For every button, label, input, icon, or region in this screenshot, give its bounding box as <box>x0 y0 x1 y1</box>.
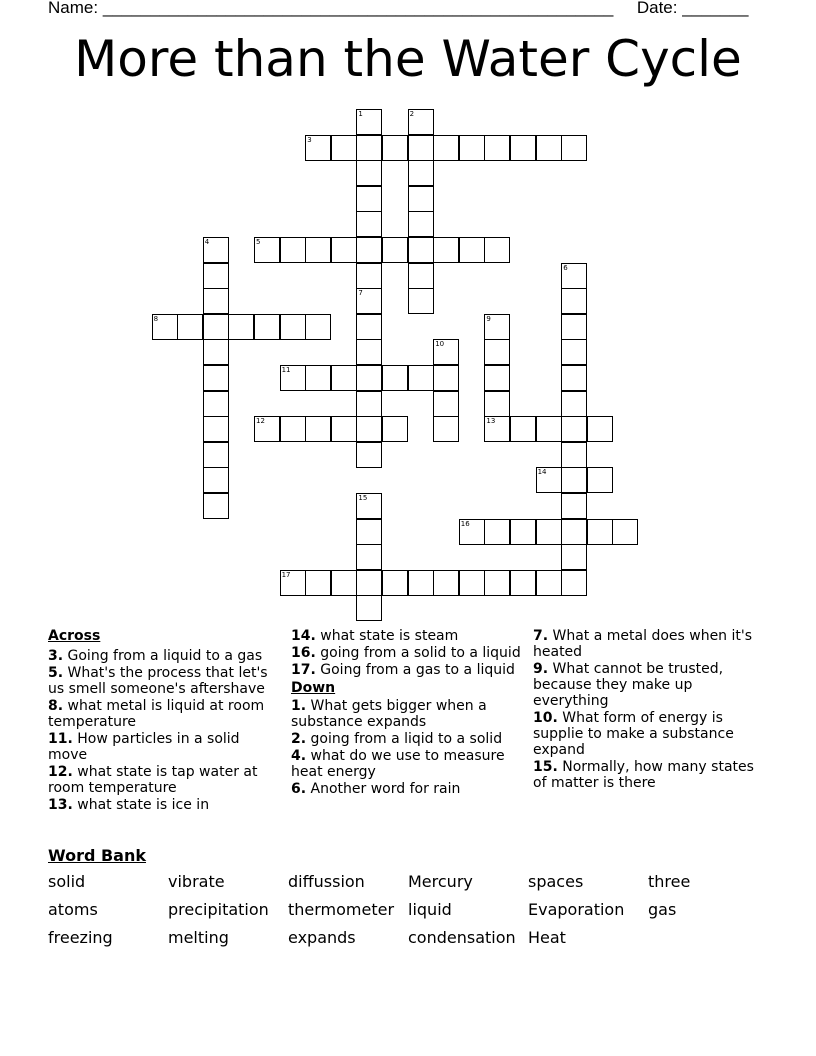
crossword-cell[interactable] <box>331 365 357 391</box>
crossword-cell[interactable] <box>561 288 587 314</box>
clue-down-1: 1. What gets bigger when a substance expands <box>291 698 487 730</box>
crossword-cell[interactable] <box>356 314 382 340</box>
crossword-cell[interactable] <box>356 135 382 161</box>
crossword-cell[interactable] <box>433 570 459 596</box>
crossword-cell[interactable] <box>254 314 280 340</box>
crossword-cell[interactable] <box>203 288 229 314</box>
word-bank-word: three <box>648 872 691 891</box>
crossword-cell[interactable] <box>356 493 382 519</box>
crossword-cell[interactable] <box>561 135 587 161</box>
crossword-cell[interactable] <box>408 160 434 186</box>
word-bank-word: expands <box>288 928 356 947</box>
clue-across-13: 13. what state is ice in <box>48 797 210 813</box>
clue-across-5: 5. What's the process that let's us smell someone's aftershave <box>48 665 268 697</box>
crossword-cell[interactable] <box>408 109 434 135</box>
clues-column-3 <box>533 628 768 792</box>
word-bank-word: Evaporation <box>528 900 625 919</box>
crossword-cell[interactable] <box>484 570 510 596</box>
crossword-cell[interactable] <box>561 339 587 365</box>
crossword-cell[interactable] <box>356 519 382 545</box>
clue-number: 7 <box>358 289 363 298</box>
word-bank-word: melting <box>168 928 229 947</box>
crossword-cell[interactable] <box>280 314 306 340</box>
crossword-cell[interactable] <box>305 237 331 263</box>
crossword-cell[interactable] <box>382 237 408 263</box>
crossword-cell[interactable] <box>382 570 408 596</box>
crossword-cell[interactable] <box>433 416 459 442</box>
crossword-cell[interactable] <box>356 442 382 468</box>
crossword-cell[interactable] <box>280 237 306 263</box>
crossword-cell[interactable] <box>561 519 587 545</box>
crossword-cell[interactable] <box>408 288 434 314</box>
crossword-cell[interactable] <box>356 237 382 263</box>
crossword-cell[interactable] <box>561 263 587 289</box>
crossword-cell[interactable] <box>356 595 382 621</box>
word-bank-word: Mercury <box>408 872 473 891</box>
crossword-cell[interactable] <box>305 416 331 442</box>
crossword-cell[interactable] <box>305 365 331 391</box>
crossword-cell[interactable] <box>382 135 408 161</box>
crossword-cell[interactable] <box>459 237 485 263</box>
crossword-cell[interactable] <box>331 570 357 596</box>
crossword-cell[interactable] <box>510 135 536 161</box>
word-bank-word: precipitation <box>168 900 269 919</box>
crossword-cell[interactable] <box>536 519 562 545</box>
crossword-cell[interactable] <box>587 416 613 442</box>
crossword-cell[interactable] <box>305 314 331 340</box>
crossword-cell[interactable] <box>356 109 382 135</box>
crossword-cell[interactable] <box>280 416 306 442</box>
crossword-cell[interactable] <box>408 135 434 161</box>
clue-down-2: 2. going from a liqid to a solid <box>291 731 503 747</box>
crossword-cell[interactable] <box>280 365 306 391</box>
crossword-cell[interactable] <box>331 135 357 161</box>
name-blank[interactable]: ______________________________________________________ <box>102 0 614 17</box>
crossword-cell[interactable] <box>203 263 229 289</box>
clue-down-6: 6. Another word for rain <box>291 781 461 797</box>
crossword-cell[interactable] <box>408 186 434 212</box>
clue-number: 8 <box>153 314 159 323</box>
crossword-cell[interactable] <box>356 365 382 391</box>
crossword-cell[interactable] <box>484 365 510 391</box>
clue-number: 1 <box>358 110 363 118</box>
date-blank[interactable]: _______ <box>682 0 749 17</box>
crossword-cell[interactable] <box>536 416 562 442</box>
crossword-cell[interactable] <box>305 135 331 161</box>
clue-number: 4 <box>204 238 210 246</box>
crossword-cell[interactable] <box>433 135 459 161</box>
clue-across-14: 14. what state is steam <box>291 628 459 644</box>
crossword-cell[interactable] <box>203 493 229 519</box>
page-title: More than the Water Cycle <box>74 30 742 88</box>
crossword-cell[interactable] <box>433 339 459 365</box>
crossword-cell[interactable] <box>510 519 536 545</box>
clue-down-4: 4. what do we use to measure heat energy <box>291 748 505 780</box>
clue-down-9: 9. What cannot be trusted, because they make up everything <box>533 661 724 709</box>
crossword-cell[interactable] <box>408 237 434 263</box>
crossword-cell[interactable] <box>177 314 203 340</box>
clue-number: 13 <box>486 417 496 426</box>
crossword-cell[interactable] <box>331 416 357 442</box>
crossword-cell[interactable] <box>305 570 331 596</box>
clue-across-17: 17. Going from a gas to a liquid <box>291 662 515 678</box>
crossword-cell[interactable] <box>331 237 357 263</box>
clue-across-3: 3. Going from a liquid to a gas <box>48 648 263 664</box>
crossword-cell[interactable] <box>356 263 382 289</box>
clue-number: 2 <box>409 110 415 118</box>
crossword-cell[interactable] <box>587 467 613 493</box>
crossword-cell[interactable] <box>203 314 229 340</box>
word-bank-word: vibrate <box>168 872 225 891</box>
crossword-cell[interactable] <box>356 160 382 186</box>
crossword-cell[interactable] <box>433 391 459 417</box>
clue-number: 10 <box>435 340 445 349</box>
date-label: Date: <box>636 0 678 17</box>
crossword-cell[interactable] <box>356 416 382 442</box>
word-bank-word: solid <box>48 872 86 891</box>
crossword-cell[interactable] <box>433 365 459 391</box>
word-bank-word: gas <box>648 900 677 919</box>
clue-number: 15 <box>358 494 368 502</box>
crossword-cell[interactable] <box>356 570 382 596</box>
clues-column-1 <box>48 628 278 814</box>
crossword-cell[interactable] <box>254 416 280 442</box>
crossword-cell[interactable] <box>484 237 510 263</box>
crossword-cell[interactable] <box>484 519 510 545</box>
crossword-cell[interactable] <box>484 391 510 417</box>
crossword-cell[interactable] <box>203 365 229 391</box>
word-bank-word: liquid <box>408 900 452 919</box>
crossword-cell[interactable] <box>561 570 587 596</box>
down-heading: Down <box>291 680 336 696</box>
crossword-cell[interactable] <box>408 263 434 289</box>
clue-number: 16 <box>460 519 470 528</box>
crossword-cell[interactable] <box>459 519 485 545</box>
crossword-cell[interactable] <box>382 365 408 391</box>
word-bank-word: condensation <box>408 928 516 947</box>
crossword-cell[interactable] <box>536 135 562 161</box>
clue-across-12: 12. what state is tap water at room temperature <box>48 764 258 796</box>
crossword-cell[interactable] <box>356 544 382 570</box>
clue-number: 9 <box>486 314 491 323</box>
crossword-cell[interactable] <box>356 288 382 314</box>
crossword-cell[interactable] <box>484 135 510 161</box>
word-bank-word: spaces <box>528 872 584 891</box>
crossword-cell[interactable] <box>536 467 562 493</box>
crossword-cell[interactable] <box>510 416 536 442</box>
clue-down-7: 7. What a metal does when it's heated <box>533 628 753 660</box>
crossword-cell[interactable] <box>356 391 382 417</box>
clue-number: 5 <box>256 238 261 246</box>
clue-across-16: 16. going from a solid to a liquid <box>291 645 521 661</box>
crossword-cell[interactable] <box>152 314 178 340</box>
word-bank-word: freezing <box>48 928 113 947</box>
crossword-cell[interactable] <box>561 493 587 519</box>
crossword-cell[interactable] <box>203 339 229 365</box>
crossword-cell[interactable] <box>484 314 510 340</box>
crossword-cell[interactable] <box>408 365 434 391</box>
clues-column-2 <box>291 628 521 798</box>
crossword-cell[interactable] <box>203 442 229 468</box>
crossword-cell[interactable] <box>203 416 229 442</box>
crossword-cell[interactable] <box>561 442 587 468</box>
crossword-cell[interactable] <box>561 365 587 391</box>
word-bank-title: Word Bank <box>48 846 147 865</box>
word-bank-word: atoms <box>48 900 98 919</box>
clue-down-10: 10. What form of energy is supplie to make a substance expand <box>533 710 734 758</box>
crossword-cell[interactable] <box>587 519 613 545</box>
clue-number: 11 <box>281 366 291 374</box>
clue-across-8: 8. what metal is liquid at room temperature <box>48 698 265 730</box>
crossword-cell[interactable] <box>536 570 562 596</box>
clue-number: 17 <box>281 570 291 579</box>
crossword-cell[interactable] <box>356 186 382 212</box>
crossword-cell[interactable] <box>612 519 638 545</box>
clue-across-11: 11. How particles in a solid move <box>48 731 240 763</box>
crossword-cell[interactable] <box>356 211 382 237</box>
across-heading: Across <box>48 628 101 644</box>
clue-number: 12 <box>256 417 265 426</box>
crossword-cell[interactable] <box>561 544 587 570</box>
crossword-cell[interactable] <box>484 339 510 365</box>
word-bank-word: diffussion <box>288 872 365 891</box>
crossword-cell[interactable] <box>561 391 587 417</box>
crossword-cell[interactable] <box>561 416 587 442</box>
crossword-cell[interactable] <box>561 467 587 493</box>
crossword-cell[interactable] <box>254 237 280 263</box>
crossword-cell[interactable] <box>408 570 434 596</box>
crossword-cell[interactable] <box>433 237 459 263</box>
word-bank-word: Heat <box>528 928 566 947</box>
word-bank-word: thermometer <box>288 900 395 919</box>
clue-number: 6 <box>563 263 568 272</box>
crossword-cell[interactable] <box>203 237 229 263</box>
crossword-cell[interactable] <box>459 570 485 596</box>
crossword-cell[interactable] <box>408 211 434 237</box>
crossword-cell[interactable] <box>203 391 229 417</box>
crossword-cell[interactable] <box>203 467 229 493</box>
crossword-cell[interactable] <box>561 314 587 340</box>
crossword-cell[interactable] <box>484 416 510 442</box>
crossword-cell[interactable] <box>510 570 536 596</box>
name-label: Name: <box>48 0 99 17</box>
crossword-cell[interactable] <box>459 135 485 161</box>
crossword-cell[interactable] <box>280 570 306 596</box>
crossword-cell[interactable] <box>382 416 408 442</box>
clue-number: 14 <box>537 468 547 477</box>
clue-number: 3 <box>307 135 312 144</box>
clue-down-15: 15. Normally, how many states of matter is there <box>533 759 754 791</box>
crossword-cell[interactable] <box>356 339 382 365</box>
crossword-cell[interactable] <box>228 314 254 340</box>
